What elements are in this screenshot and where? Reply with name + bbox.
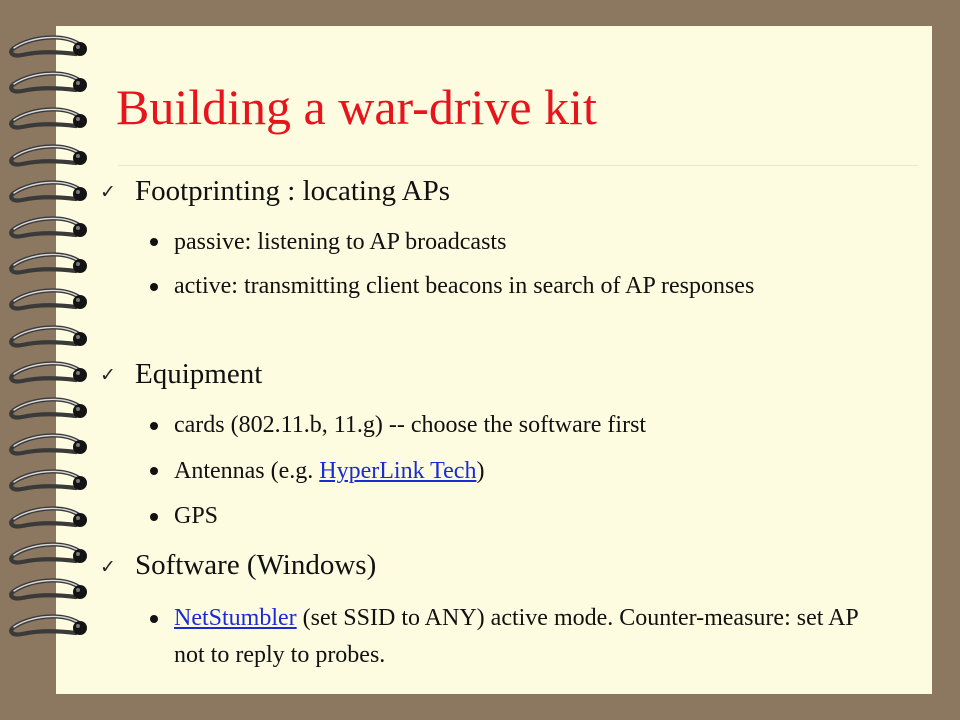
bullet-dot-icon [150, 467, 158, 475]
netstumbler-link[interactable]: NetStumbler [174, 605, 297, 631]
spiral-ring-icon [0, 283, 96, 323]
item-text: ) [476, 458, 485, 484]
spiral-ring-icon [0, 320, 96, 360]
checkmark-icon: ✓ [100, 181, 116, 203]
slide-title: Building a war-drive kit [116, 79, 597, 135]
spiral-ring-icon [0, 428, 96, 468]
spiral-ring-icon [0, 30, 96, 70]
spiral-ring-icon [0, 464, 96, 504]
spiral-ring-icon [0, 247, 96, 287]
spiral-ring-icon [0, 66, 96, 106]
list-item: active: transmitting client beacons in search of AP responses [174, 273, 755, 299]
spiral-ring-icon [0, 609, 96, 649]
list-item: cards (802.11.b, 11.g) -- choose the software first [174, 412, 647, 438]
section-heading-footprinting: Footprinting : locating APs [135, 175, 450, 207]
spiral-ring-icon [0, 175, 96, 215]
bullet-dot-icon [150, 615, 158, 623]
checkmark-icon: ✓ [100, 364, 116, 386]
section-heading-software: Software (Windows) [135, 549, 377, 581]
hyperlink-tech-link[interactable]: HyperLink Tech [319, 458, 477, 484]
spiral-ring-icon [0, 537, 96, 577]
spiral-ring-icon [0, 356, 96, 396]
section-heading-equipment: Equipment [135, 358, 263, 390]
list-item [174, 600, 894, 674]
spiral-ring-icon [0, 102, 96, 142]
title-divider [118, 165, 918, 166]
bullet-dot-icon [150, 513, 158, 521]
checkmark-icon: ✓ [100, 556, 116, 578]
bullet-dot-icon [150, 238, 158, 246]
spiral-ring-icon [0, 211, 96, 251]
spiral-ring-icon [0, 139, 96, 179]
spiral-ring-icon [0, 501, 96, 541]
item-text: Antennas (e.g. [174, 458, 320, 484]
list-item [174, 453, 894, 490]
list-item: GPS [174, 503, 219, 529]
spiral-ring-icon [0, 573, 96, 613]
bullet-dot-icon [150, 422, 158, 430]
bullet-dot-icon [150, 283, 158, 291]
list-item: passive: listening to AP broadcasts [174, 229, 507, 255]
spiral-ring-icon [0, 392, 96, 432]
item-text: (set SSID to ANY) active mode. Counter-measure: set AP not to reply to probes. [174, 605, 858, 668]
